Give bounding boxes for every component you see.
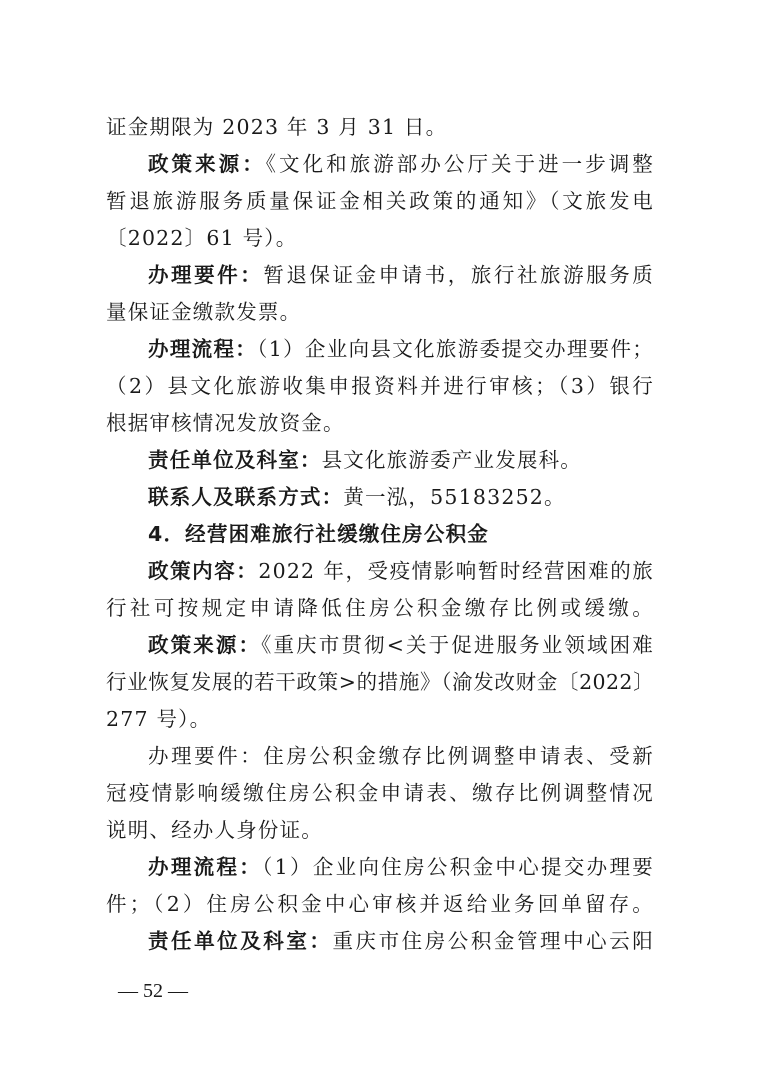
text-line: 办理要件：暂退保证金申请书，旅行社旅游服务质 — [148, 263, 654, 287]
text-line: 暂退旅游服务质量保证金相关政策的通知》（文旅发电 — [106, 189, 654, 213]
text-line: 行业恢复发展的若干政策>的措施》（渝发改财金〔2022〕 — [106, 670, 654, 694]
text-line: 证金期限为 2023 年 3 月 31 日。 — [106, 115, 448, 139]
text-line: 〔2022〕61 号）。 — [106, 226, 298, 250]
text-line: 行社可按规定申请降低住房公积金缴存比例或缓缴。 — [106, 596, 654, 620]
text-line: 办理要件：住房公积金缴存比例调整申请表、受新 — [148, 744, 654, 768]
text-line: 办理流程：（1）企业向县文化旅游委提交办理要件； — [148, 337, 655, 361]
text-line: 责任单位及科室：重庆市住房公积金管理中心云阳 — [148, 929, 654, 953]
section-label: 办理要件： — [148, 263, 264, 287]
text-line: 277 号）。 — [106, 707, 212, 731]
section-label: 办理流程： — [148, 855, 263, 879]
text-line: 量保证金缴款发票。 — [106, 300, 302, 324]
section-label: 政策内容： — [148, 559, 259, 583]
text-line: 政策来源：《重庆市贯彻<关于促进服务业领域困难 — [148, 633, 654, 657]
section-label: 政策来源： — [148, 152, 266, 176]
text-line: 冠疫情影响缓缴住房公积金申请表、缴存比例调整情况 — [106, 781, 654, 805]
section-label: 政策来源： — [148, 633, 262, 657]
text-line: 责任单位及科室：县文化旅游委产业发展科。 — [148, 448, 583, 472]
text-line: 联系人及联系方式：黄一泓，55183252。 — [148, 485, 566, 509]
text-line: 说明、经办人身份证。 — [106, 818, 323, 842]
text-line: 政策来源：《文化和旅游部办公厅关于进一步调整 — [148, 152, 654, 176]
section-label: 责任单位及科室： — [148, 929, 333, 953]
text-line: 办理流程：（1）企业向住房公积金中心提交办理要 — [148, 855, 654, 879]
text-line: 件；（2）住房公积金中心审核并返给业务回单留存。 — [106, 892, 654, 916]
page-number: — 52 — — [118, 980, 188, 1002]
section-label: 责任单位及科室： — [148, 448, 322, 472]
text-line: （2）县文化旅游收集申报资料并进行审核；（3）银行 — [106, 374, 654, 398]
text-line: 政策内容：2022 年，受疫情影响暂时经营困难的旅 — [148, 559, 654, 583]
text-line: 根据审核情况发放资金。 — [106, 411, 345, 435]
section-heading-text: 4．经营困难旅行社缓缴住房公积金 — [148, 522, 489, 546]
section-label: 办理流程： — [148, 337, 258, 361]
section-label: 联系人及联系方式： — [148, 485, 344, 509]
section-heading — [148, 520, 654, 548]
